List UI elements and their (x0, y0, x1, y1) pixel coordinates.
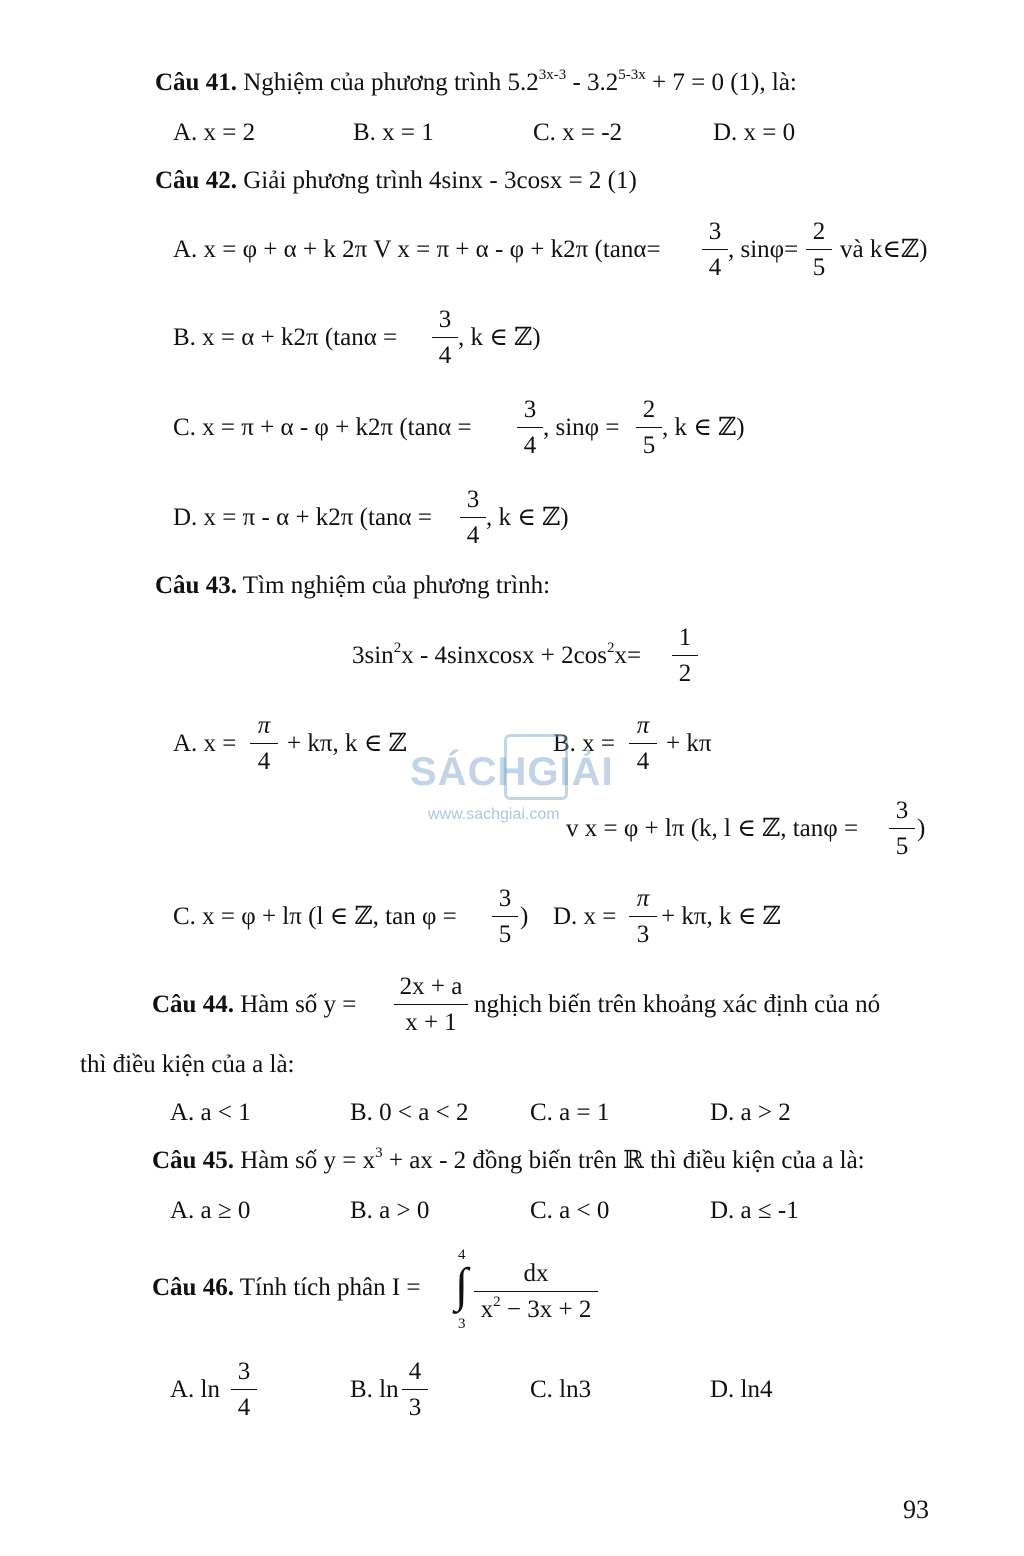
q41-label: Câu 41. (155, 69, 237, 96)
q45-option-d: D. a ≤ -1 (710, 1197, 799, 1224)
q42-option-c-frac2: 2 5 (636, 397, 662, 458)
q43-option-c-post: ) (520, 903, 529, 930)
q42-option-a-mid: , sinφ= (728, 236, 799, 263)
q46-stem: Câu 46. Tính tích phân I = (152, 1274, 421, 1301)
q42-option-d-frac: 3 4 (460, 487, 486, 548)
q42-option-c-mid: , sinφ = (543, 414, 620, 441)
q44-stem-line2: thì điều kiện của a là: (80, 1051, 295, 1078)
q43-option-a-pre: A. x = (173, 730, 237, 757)
q46-option-a-frac: 3 4 (231, 1359, 257, 1420)
watermark-text: SÁCHGIẢI (410, 750, 614, 794)
q42-option-c-frac1: 3 4 (517, 397, 543, 458)
q45-option-c: C. a < 0 (530, 1197, 610, 1224)
q41-option-a: A. x = 2 (173, 119, 256, 146)
q46-option-d: D. ln4 (710, 1376, 773, 1403)
q44-stem-pre: Câu 44. Hàm số y = (152, 991, 357, 1018)
q46-label: Câu 46. (152, 1274, 234, 1301)
q46-option-b-frac: 4 3 (402, 1359, 428, 1420)
q43-option-d-pre: D. x = (553, 903, 617, 930)
q42-option-a-frac1: 3 4 (702, 219, 728, 280)
q43-option-b-cont-post: ) (917, 815, 926, 842)
q44-option-d: D. a > 2 (710, 1099, 791, 1126)
q43-option-b-cont-pre: v x = φ + lπ (k, l ∈ ℤ, tanφ = (566, 815, 859, 842)
q42-label: Câu 42. (155, 167, 237, 194)
q42-option-d-pre: D. x = π - α + k2π (tanα = (173, 504, 432, 531)
q42-option-a-frac2: 2 5 (806, 219, 832, 280)
q41-stem: Câu 41. Nghiệm của phương trình $5.2^{3x-3} - 3.2^{5-3x} + 7 = 0$ (1), là: (155, 66, 797, 96)
q41-option-d: D. x = 0 (713, 119, 796, 146)
q42-option-b-frac: 3 4 (432, 307, 458, 368)
q43-option-c-frac: 3 5 (492, 886, 518, 947)
q43-option-b-frac: π 4 (629, 713, 657, 774)
q45-label: Câu 45. (152, 1147, 234, 1174)
q42-option-b-post: , k ∈ ℤ) (458, 324, 541, 351)
q43-label: Câu 43. (155, 572, 237, 599)
q43-option-b-post: + kπ (666, 730, 712, 757)
q41-option-b: B. x = 1 (353, 119, 434, 146)
q46-integrand: dx $x^2 - 3x + 2$ (474, 1261, 598, 1322)
q44-label: Câu 44. (152, 991, 234, 1018)
q42-option-a-pre: A. x = φ + α + k 2π V x = π + α - φ + k2π (tanα= (173, 236, 661, 263)
q42-option-a-post: và k∈ℤ) (840, 236, 928, 263)
q42-option-b-pre: B. x = α + k2π (tanα = (173, 324, 398, 351)
q44-option-a: A. a < 1 (170, 1099, 251, 1126)
q43-option-a-frac: π 4 (250, 713, 278, 774)
q41-option-c: C. x = -2 (533, 119, 623, 146)
q43-option-b-cont-frac: 3 5 (889, 798, 915, 859)
q45-option-b: B. a > 0 (350, 1197, 430, 1224)
q46-option-a-pre: A. ln (170, 1376, 220, 1403)
q44-option-b: B. 0 < a < 2 (350, 1099, 469, 1126)
q43-equation: $3\sin^2x$ - 4sinxcosx + $2\cos^2x=$ (352, 639, 642, 669)
q46-option-b-pre: B. ln (350, 1376, 399, 1403)
q45-stem: Câu 45. Hàm số $y = x^3$ + ax - 2 đồng biến trên ℝ thì điều kiện của a là: (152, 1144, 865, 1174)
q43-option-b-pre: B. x = (553, 730, 616, 757)
watermark-url: www.sachgiai.com (428, 806, 560, 823)
integral-upper-limit: 4 (458, 1247, 466, 1263)
q44-fraction: 2x + a x + 1 (394, 974, 468, 1035)
page-number: 93 (903, 1495, 929, 1524)
q43-stem: Câu 43. Tìm nghiệm của phương trình: (155, 572, 551, 599)
q43-option-a-post: + kπ, k ∈ ℤ (287, 730, 407, 757)
q44-option-c: C. a = 1 (530, 1099, 610, 1126)
q42-option-d-post: , k ∈ ℤ) (486, 504, 569, 531)
q43-option-d-frac: π 3 (629, 886, 657, 947)
watermark (410, 728, 625, 828)
integral-lower-limit: 3 (458, 1316, 466, 1332)
q44-stem-post: nghịch biến trên khoảng xác định của nó (474, 991, 881, 1018)
q45-option-a: A. a ≥ 0 (170, 1197, 251, 1224)
q42-option-c-post: , k ∈ ℤ) (662, 414, 745, 441)
q43-option-c-pre: C. x = φ + lπ (l ∈ ℤ, tan φ = (173, 903, 457, 930)
q43-option-d-post: + kπ, k ∈ ℤ (661, 903, 781, 930)
q43-equation-frac: 1 2 (672, 625, 698, 686)
integral-sign: ∫ (455, 1259, 469, 1312)
q46-option-c: C. ln3 (530, 1376, 592, 1403)
q42-stem: Câu 42. Giải phương trình 4sinx - 3cosx = 2 (1) (155, 167, 637, 194)
q42-option-c-pre: C. x = π + α - φ + k2π (tanα = (173, 414, 472, 441)
